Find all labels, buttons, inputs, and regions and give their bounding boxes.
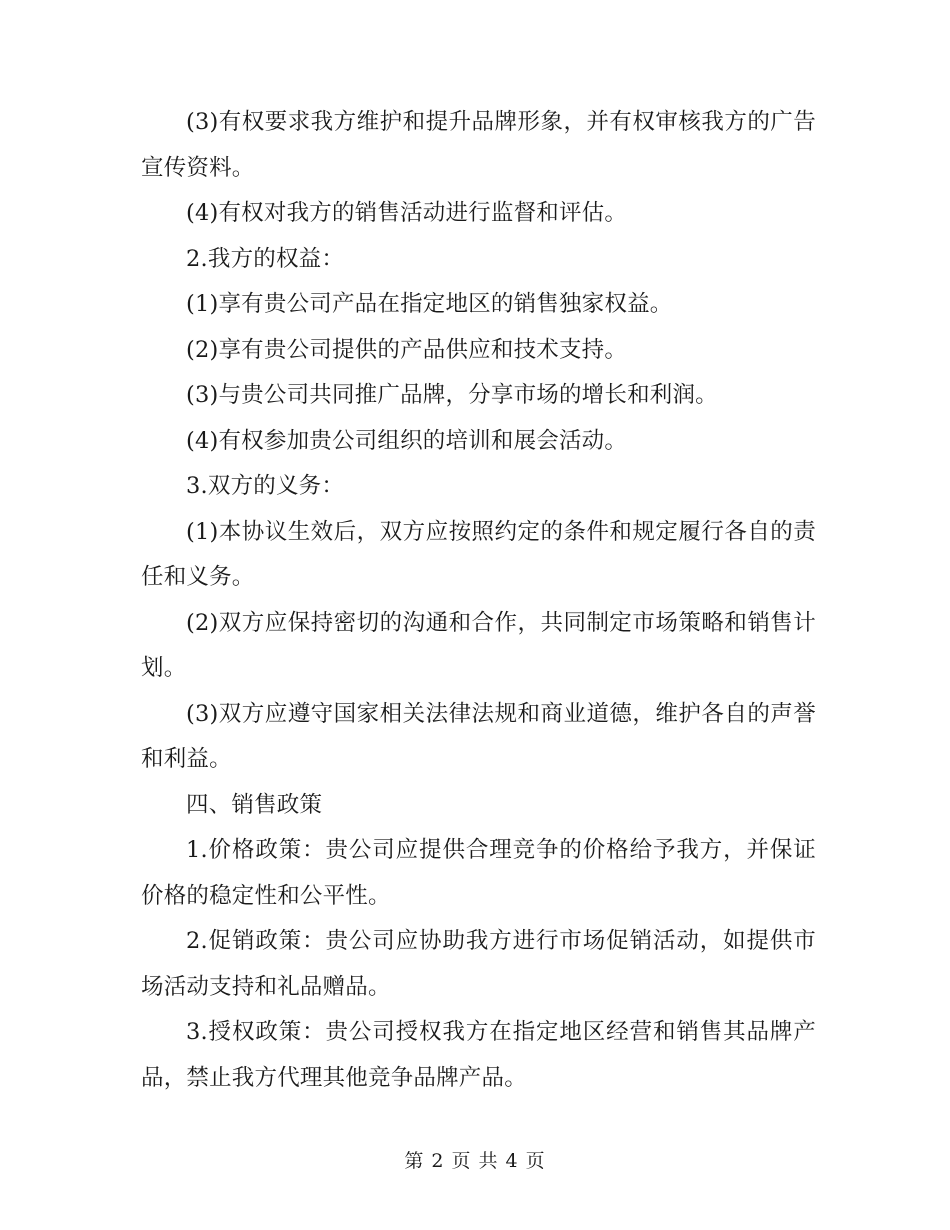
paragraph: (1)享有贵公司产品在指定地区的销售独家权益。 [186, 291, 673, 317]
section-heading: 3.双方的义务： [186, 473, 345, 499]
section-heading: 2.我方的权益： [186, 245, 345, 272]
paragraph: (2)享有贵公司提供的产品供应和技术支持。 [186, 336, 628, 363]
paragraph: 3.授权政策：贵公司授权我方在指定地区经营和销售其品牌产品，禁止我方代理其他竞争品牌产品。 [141, 1019, 816, 1091]
chapter-heading: 四、销售政策 [186, 791, 323, 818]
paragraph: 2.促销政策：贵公司应协助我方进行市场促销活动，如提供市场活动支持和礼品赠品。 [141, 928, 816, 1000]
page-number-footer: 第 2 页 共 4 页 [404, 1150, 546, 1172]
paragraph: (4)有权参加贵公司组织的培训和展会活动。 [186, 427, 628, 454]
paragraph: (4)有权对我方的销售活动进行监督和评估。 [186, 200, 628, 226]
paragraph: (1)本协议生效后，双方应按照约定的条件和规定履行各自的责任和义务。 [141, 518, 816, 590]
paragraph: (3)双方应遵守国家相关法律法规和商业道德，维护各自的声誉和利益。 [141, 700, 816, 772]
paragraph: (3)与贵公司共同推广品牌，分享市场的增长和利润。 [186, 382, 718, 408]
paragraph: 1.价格政策：贵公司应提供合理竞争的价格给予我方，并保证价格的稳定性和公平性。 [141, 837, 816, 909]
paragraph: (3)有权要求我方维护和提升品牌形象，并有权审核我方的广告宣传资料。 [141, 109, 816, 181]
paragraph: (2)双方应保持密切的沟通和合作，共同制定市场策略和销售计划。 [141, 609, 816, 681]
document-body [141, 100, 816, 1101]
